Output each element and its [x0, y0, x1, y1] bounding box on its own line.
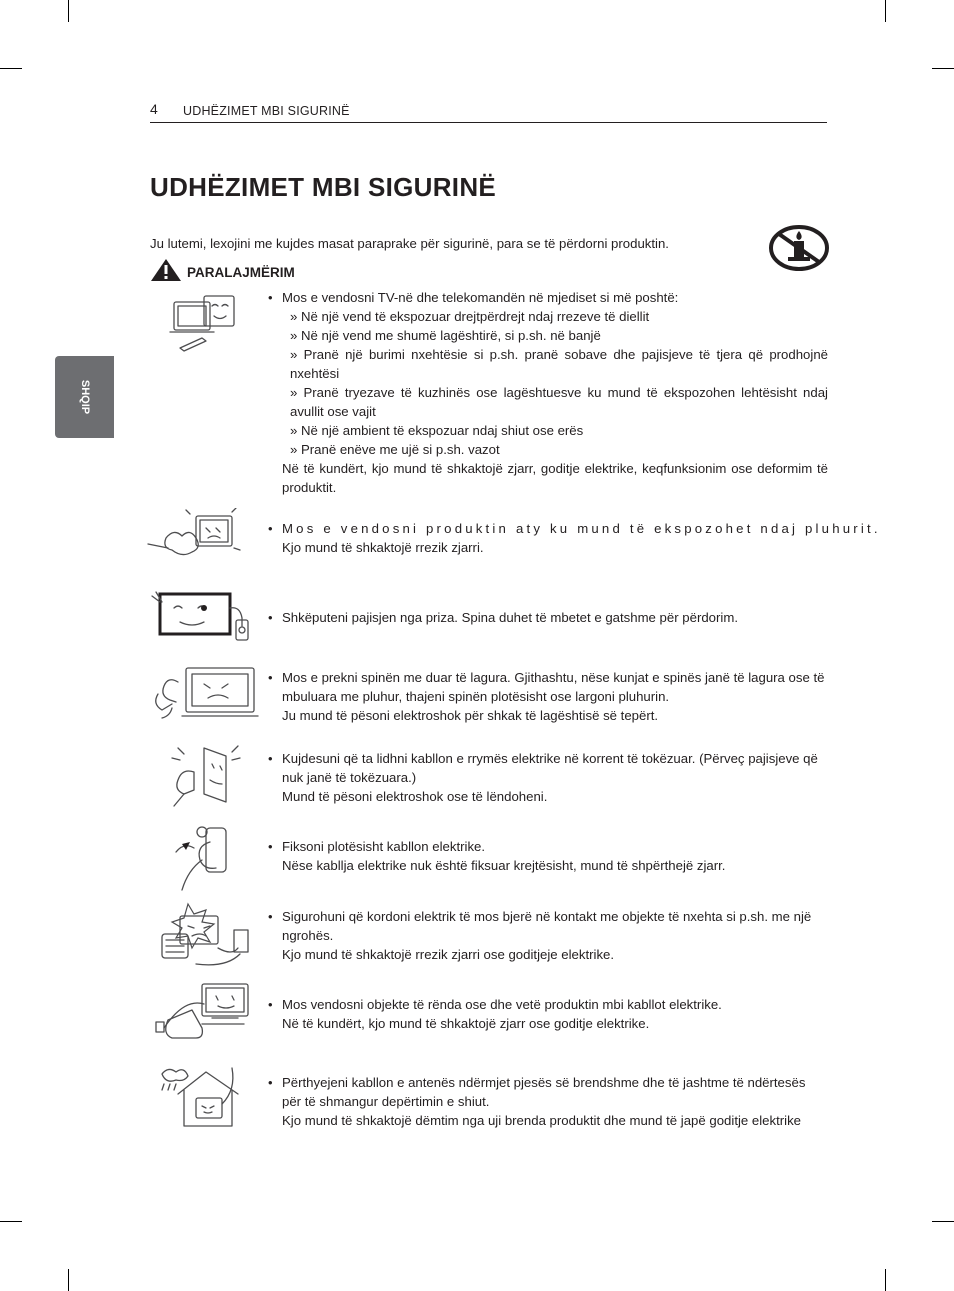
- header-title: UDHËZIMET MBI SIGURINË: [183, 104, 350, 118]
- crop-mark: [68, 1269, 69, 1291]
- item-line: Kjo mund të shkaktojë rrezik zjarri ose goditjeje elektrike.: [282, 947, 615, 962]
- crop-mark: [885, 0, 886, 22]
- item-line: Mos vendosni objekte të rënda ose dhe vetë produktin mbi kabllot elektrike.: [282, 997, 722, 1012]
- item-line: Sigurohuni që kordoni elektrik të mos bjerë në kontakt me objekte të nxehta si p.sh. me një ngrohës.: [282, 909, 812, 943]
- crop-mark: [68, 0, 69, 22]
- bullet: •: [268, 290, 273, 305]
- item-sub: » Pranë enëve me ujë si p.sh. vazot: [290, 442, 500, 457]
- warning-item-environment: [268, 288, 828, 497]
- warning-triangle-icon: [150, 258, 182, 282]
- crop-mark: [932, 68, 954, 69]
- heavy-object-illustration: [152, 980, 252, 1048]
- warning-item-unplug: [268, 608, 828, 627]
- warning-item-antenna: [268, 1073, 828, 1130]
- item-sub: » Pranë një burimi nxehtësie si p.sh. pranë sobave dhe pajisjeve të tjera që prodhojnë nxehtësi: [290, 347, 828, 381]
- page-number: 4: [150, 101, 158, 117]
- item-line: Fiksoni plotësisht kabllon elektrike.: [282, 839, 486, 854]
- warning-item-secure-cable: [268, 837, 828, 875]
- bullet: •: [268, 997, 273, 1012]
- bullet: •: [268, 670, 273, 685]
- item-line: Kjo mund të shkaktojë dëmtim nga uji brenda produktit dhe mund të japë goditje elektrike: [282, 1113, 802, 1128]
- wet-hands-illustration: [148, 660, 260, 726]
- language-tab: [55, 356, 114, 438]
- dust-illustration: [146, 508, 242, 568]
- item-sub: » Pranë tryezave të kuzhinës ose lagështuesve ku mund të ekspozohen lehtësisht ndaj avullit ose vajit: [290, 385, 828, 419]
- page-title: UDHËZIMET MBI SIGURINË: [150, 172, 497, 202]
- crop-mark: [0, 68, 22, 69]
- warning-item-heavy-objects: [268, 995, 828, 1033]
- secure-cable-illustration: [172, 822, 234, 892]
- crop-mark: [885, 1269, 886, 1291]
- bullet: •: [268, 1075, 273, 1090]
- item-line: Nëse kabllja elektrike nuk është fiksuar krejtësisht, mund të shpërthejë zjarr.: [282, 858, 726, 873]
- tv-remote-illustration: [162, 292, 242, 354]
- intro-text: Ju lutemi, lexojini me kujdes masat paraprake për sigurinë, para se të përdorni produktin.: [150, 236, 669, 251]
- item-sub: » Në një vend me shumë lagështirë, si p.sh. në banjë: [290, 328, 601, 343]
- warning-item-dust: [268, 519, 881, 557]
- bullet: •: [268, 839, 273, 854]
- item-line: Mos e vendosni produktin aty ku mund të ekspozohet ndaj pluhurit.: [282, 521, 881, 536]
- item-note: Në të kundërt, kjo mund të shkaktojë zjarr, goditje elektrike, keqfunksionim ose deformim të produktit.: [282, 461, 828, 495]
- grounding-illustration: [164, 742, 244, 808]
- item-lead: Mos e vendosni TV-në dhe telekomandën në mjediset si më poshtë:: [282, 290, 679, 305]
- warning-item-grounding: [268, 749, 828, 806]
- item-line: Mos e prekni spinën me duar të lagura. Gjithashtu, nëse kunjat e spinës janë të lagura ose të mbuluara me pluhur, thajeni spinën plotësisht ose largoni pluhurin.: [282, 670, 825, 704]
- crop-mark: [932, 1221, 954, 1222]
- item-line: Në të kundërt, kjo mund të shkaktojë zjarr ose goditje elektrike.: [282, 1016, 650, 1031]
- item-line: Ju mund të pësoni elektroshok për shkak të lagështisë së tepërt.: [282, 708, 659, 723]
- crop-mark: [0, 1221, 22, 1222]
- warning-item-heater: [268, 907, 828, 964]
- warning-item-wet-hands: [268, 668, 828, 725]
- heater-cord-illustration: [156, 900, 252, 970]
- item-sub: » Në një ambient të ekspozuar ndaj shiut ose erës: [290, 423, 584, 438]
- antenna-cable-illustration: [156, 1064, 248, 1128]
- bullet: •: [268, 610, 273, 625]
- item-line: Kujdesuni që ta lidhni kabllon e rrymës elektrike në korrent të tokëzuar. (Përveç pajisjeve që nuk janë të tokëzuara.): [282, 751, 818, 785]
- no-open-flame-icon: [768, 224, 830, 272]
- language-tab-label: SHQIP: [78, 379, 91, 415]
- bullet: •: [268, 521, 273, 536]
- bullet: •: [268, 751, 273, 766]
- item-line: Kjo mund të shkaktojë rrezik zjarri.: [282, 540, 484, 555]
- item-line: Përthyejeni kabllon e antenës ndërmjet pjesës së brendshme dhe të jashtme të ndërtesës për të shmangur depërtimin e shiut.: [282, 1075, 806, 1109]
- bullet: •: [268, 909, 273, 924]
- item-line: Shkëputeni pajisjen nga priza. Spina duhet të mbetet e gatshme për përdorim.: [282, 610, 738, 625]
- warning-label: PARALAJMËRIM: [187, 265, 295, 280]
- item-line: Mund të pësoni elektroshok ose të lëndoheni.: [282, 789, 548, 804]
- unplug-illustration: [150, 586, 254, 648]
- item-sub: » Në një vend të ekspozuar drejtpërdrejt ndaj rrezeve të diellit: [290, 309, 650, 324]
- page-header: [150, 100, 827, 123]
